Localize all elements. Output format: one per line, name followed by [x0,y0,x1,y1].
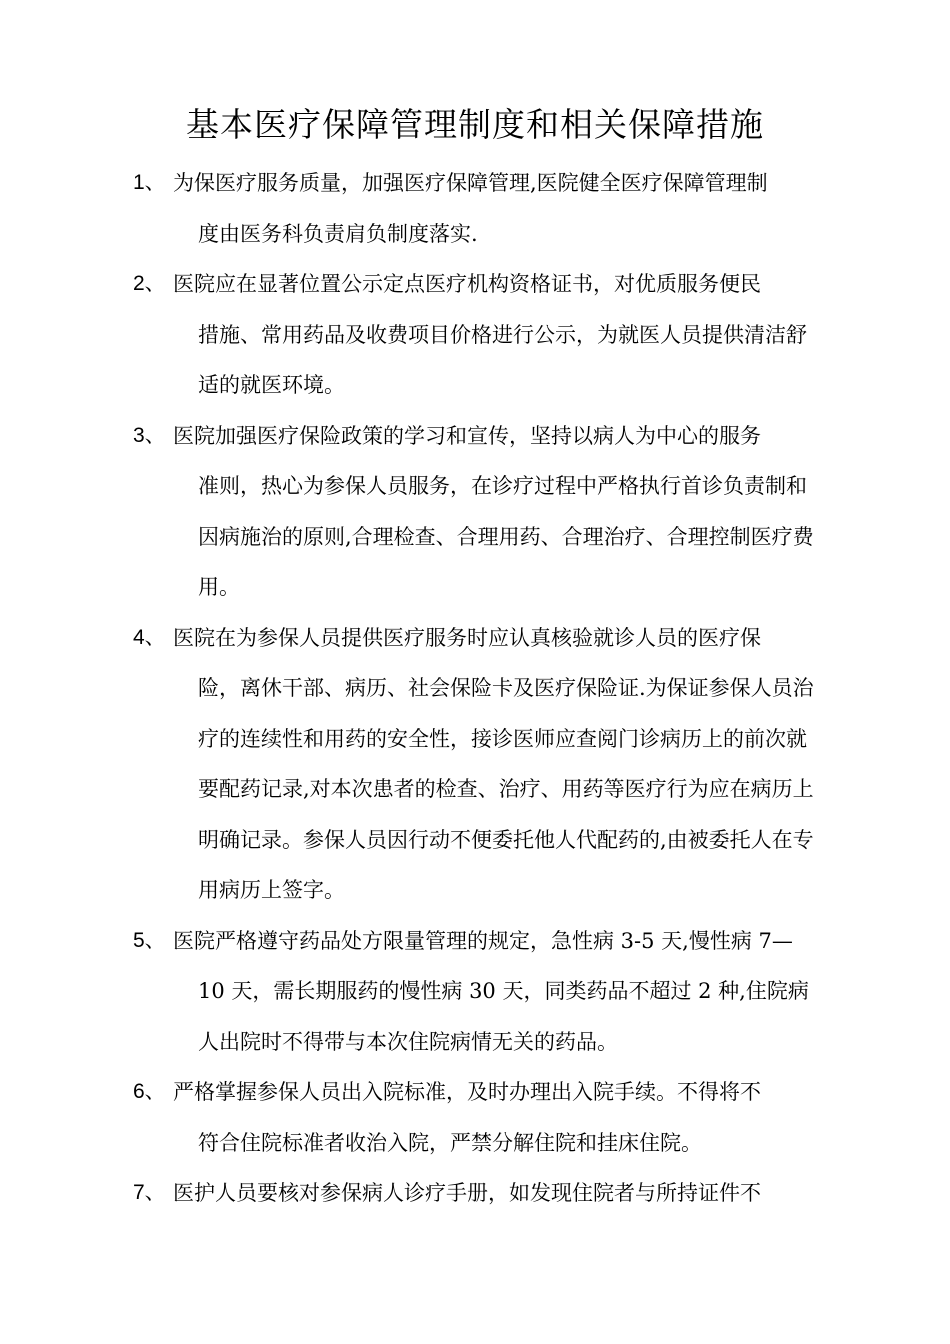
item-number: 6、 [133,1080,166,1103]
item-first-line: 医院严格遵守药品处方限量管理的规定，急性病 3-5 天,慢性病 7— [173,928,793,953]
item-number: 4、 [133,625,166,649]
item-number: 2、 [133,272,166,295]
item-number: 1、 [133,171,166,194]
item-number: 7、 [133,1181,166,1204]
item-number: 5、 [133,928,166,952]
item-continuation: 10 天，需长期服药的慢性病 30 天，同类药品不超过 2 种,住院病人出院时不得带与本次住院病情无关的药品。 [198,979,809,1054]
list-item [133,1067,823,1168]
item-first-line: 为保医疗服务质量，加强医疗保障管理,医院健全医疗保障管理制 [173,171,768,195]
list-item [133,613,823,916]
item-continuation: 措施、常用药品及收费项目价格进行公示，为就医人员提供清洁舒适的就医环境。 [198,322,807,397]
item-text [173,411,823,613]
item-continuation: 度由医务科负责肩负制度落实. [198,221,478,246]
item-continuation: 符合住院标准者收治入院，严禁分解住院和挂床住院。 [198,1130,702,1155]
item-first-line: 医院在为参保人员提供医疗服务时应认真核验就诊人员的医疗保 [173,625,761,650]
item-number: 3、 [133,423,166,447]
list-item [133,411,823,613]
document-title: 基本医疗保障管理制度和相关保障措施 [186,105,764,144]
item-text [173,158,823,259]
item-continuation: 险，离休干部、病历、社会保险卡及医疗保险证.为保证参保人员治疗的连续性和用药的安全性，接诊医师应查阅门诊病历上的前次就要配药记录,对本次患者的检查、治疗、用药等医疗行为应在病历上明确记录。参保人员因行动不便委托他人代配药的,由被委托人在专用病历上签字。 [198,676,814,902]
list-item [133,158,823,259]
list-item [133,259,823,411]
item-first-line: 严格掌握参保人员出入院标准，及时办理出入院手续。不得将不 [173,1080,761,1104]
item-text [173,259,823,411]
item-text [173,1168,823,1219]
regulation-list [133,158,823,1219]
item-text [173,1067,823,1168]
list-item [133,916,823,1068]
item-first-line: 医护人员要核对参保病人诊疗手册，如发现住院者与所持证件不 [173,1181,761,1205]
item-text [173,916,823,1068]
item-continuation: 准则，热心为参保人员服务，在诊疗过程中严格执行首诊负责制和因病施治的原则,合理检查、合理用药、合理治疗、合理控制医疗费用。 [198,474,814,599]
item-first-line: 医院应在显著位置公示定点医疗机构资格证书，对优质服务便民 [173,272,761,296]
item-first-line: 医院加强医疗保险政策的学习和宣传，坚持以病人为中心的服务 [173,423,761,448]
item-text [173,613,823,916]
list-item [133,1168,823,1219]
